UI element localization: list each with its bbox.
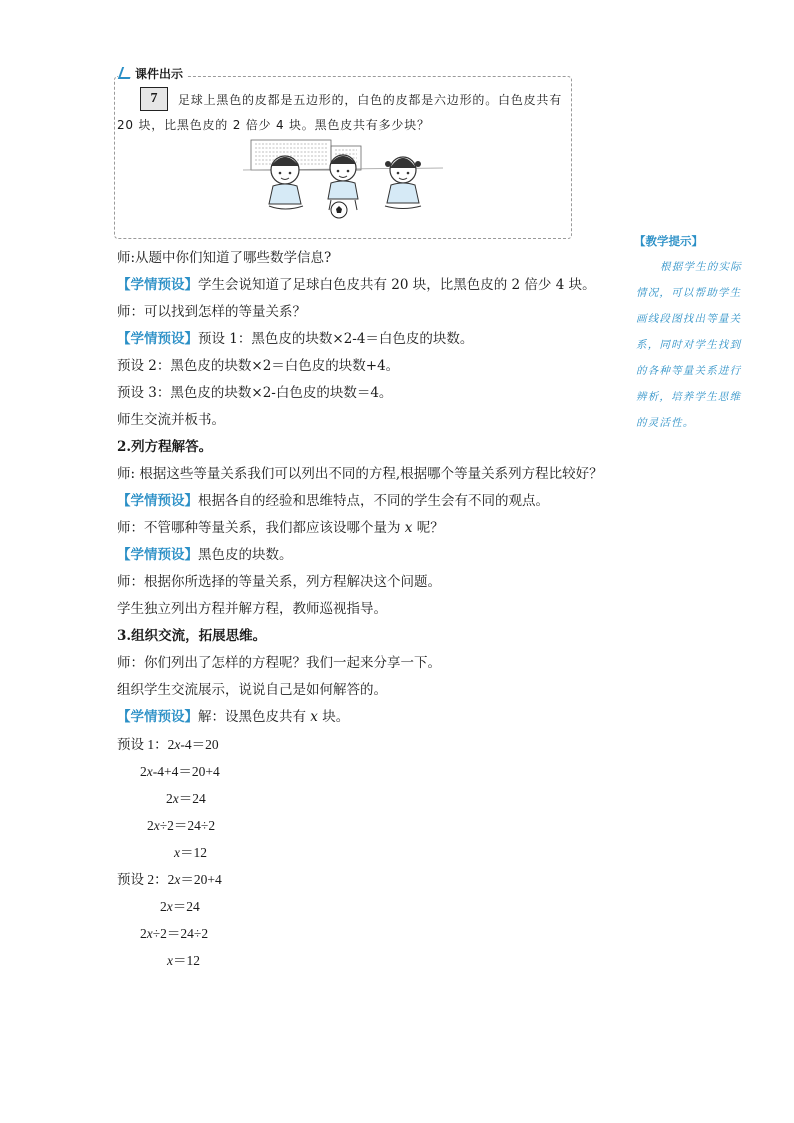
preset-tag: 【学情预设】	[117, 709, 198, 725]
equation-line: 预设 1：2x-4＝20	[117, 737, 219, 752]
courseware-header: 课件出示	[118, 64, 187, 84]
problem-number: 7	[140, 87, 168, 111]
equation-line: 预设 2：2x＝20+4	[117, 872, 222, 887]
equation-line: 2x-4+4＝20+4	[140, 764, 220, 779]
body-line: 预设 2：黑色皮的块数×2＝白色皮的块数+4。	[117, 358, 400, 374]
body-line: 学生独立列出方程并解方程，教师巡视指导。	[117, 601, 387, 617]
body-line: 师生交流并板书。	[117, 412, 225, 428]
problem-text-line-1: 足球上黑色的皮都是五边形的，白色的皮都是六边形的。白色皮共有	[178, 93, 563, 107]
teaching-tip-line: 辨析，培养学生思维	[636, 391, 742, 403]
body-line: 师：你们列出了怎样的方程呢？我们一起来分享一下。	[117, 655, 441, 671]
body-line: 师：根据你所选择的等量关系，列方程解决这个问题。	[117, 574, 441, 590]
preset-tag: 【学情预设】	[117, 277, 198, 293]
equation-line: x＝12	[174, 845, 207, 860]
problem-text-line-2: 20 块，比黑色皮的 2 倍少 4 块。黑色皮共有多少块？	[117, 118, 430, 132]
football-icon	[331, 202, 347, 218]
teaching-tip-line: 画线段图找出等量关	[636, 313, 742, 325]
body-line: 【学情预设】解：设黑色皮共有 x 块。	[117, 709, 350, 725]
girl-right-figure	[385, 157, 421, 209]
equation-line: x＝12	[167, 953, 200, 968]
body-line: 师: 根据这些等量关系我们可以列出不同的方程,根据哪个等量关系列方程比较好？	[117, 466, 603, 482]
body-line: 【学情预设】根据各自的经验和思维特点，不同的学生会有不同的观点。	[117, 493, 549, 509]
body-line: 组织学生交流展示，说说自己是如何解答的。	[117, 682, 387, 698]
body-line: 师：可以找到怎样的等量关系？	[117, 304, 306, 320]
boy-left-figure	[269, 156, 303, 209]
teaching-tip-line: 系，同时对学生找到	[636, 339, 742, 351]
equation-line: 2x＝24	[166, 791, 206, 806]
preset-tag: 【学情预设】	[117, 547, 198, 563]
body-line: 师:从题中你们知道了哪些数学信息?	[117, 250, 332, 266]
body-line: 【学情预设】学生会说知道了足球白色皮共有 20 块，比黑色皮的 2 倍少 4 块。	[117, 277, 596, 293]
equation-line: 2x＝24	[160, 899, 200, 914]
equation-line: 2x÷2＝24÷2	[140, 926, 209, 941]
teaching-tip-line: 根据学生的实际	[660, 261, 742, 273]
body-line: 【学情预设】预设 1：黑色皮的块数×2-4＝白色皮的块数。	[117, 331, 474, 347]
teaching-tip-title: 【教学提示】	[634, 234, 703, 248]
section-heading: 2.列方程解答。	[117, 439, 213, 455]
body-line: 师：不管哪种等量关系，我们都应该设哪个量为 x 呢？	[117, 520, 444, 536]
teaching-tip-line: 的各种等量关系进行	[636, 365, 742, 377]
teaching-tip-line: 情况，可以帮助学生	[636, 287, 742, 299]
preset-tag: 【学情预设】	[117, 493, 198, 509]
preset-tag: 【学情预设】	[117, 331, 198, 347]
body-line: 预设 3：黑色皮的块数×2-白色皮的块数＝4。	[117, 385, 393, 401]
pencil-icon	[118, 67, 134, 79]
teaching-tip-line: 的灵活性。	[636, 417, 695, 429]
body-line: 【学情预设】黑色皮的块数。	[117, 547, 293, 563]
equation-line: 2x÷2＝24÷2	[147, 818, 216, 833]
boy-middle-figure	[328, 155, 358, 210]
section-heading: 3.组织交流，拓展思维。	[117, 628, 267, 644]
football-illustration	[243, 134, 443, 220]
